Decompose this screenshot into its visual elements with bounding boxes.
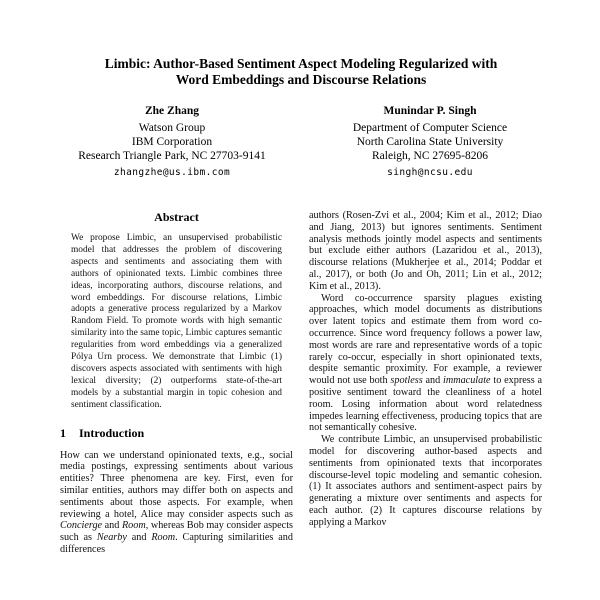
- section-title: Introduction: [79, 425, 145, 440]
- text-segment: . Capturing similarities and differences: [60, 532, 293, 555]
- two-column-body: [60, 210, 542, 556]
- author-section: [60, 104, 542, 180]
- body-paragraph: We contribute Limbic, an unsupervised probabilistic model for discovering author-based aspects and sentiments from opinionated texts that incorporates discourse-level topic modeling and semantic cohesion. (1) It associates authors and sentiment-aspect pairs by generating a mixture over sentiments and aspects for each author. (2) It captures discourse relations by applying a Markov: [309, 434, 542, 528]
- text-segment: to express a positive sentiment toward the cleanliness of a hotel room. Losing information about word relatedness impedes learning effectiveness, producing topics that are not semantically cohesive.: [309, 375, 542, 434]
- text-segment: and: [126, 532, 152, 544]
- author-affiliation-line: Watson Group: [138, 122, 206, 134]
- intro-paragraph: [60, 450, 293, 556]
- abstract-section: [60, 210, 293, 412]
- italic-term: Room: [151, 532, 176, 544]
- italic-term: immaculate: [443, 375, 491, 387]
- text-segment: and: [102, 520, 122, 532]
- paper-title-line1: Limbic: Author-Based Sentiment Aspect Modeling Regularized with: [104, 56, 498, 71]
- author-email: singh@ncsu.edu: [387, 167, 473, 178]
- paper-title: [60, 56, 542, 87]
- text-segment: , whereas Bob may consider aspects such as: [60, 520, 293, 544]
- author-name: Munindar P. Singh: [383, 105, 477, 117]
- author-block-zhang: [60, 104, 284, 180]
- italic-term: spotless: [390, 375, 423, 387]
- author-name: Zhe Zhang: [144, 105, 199, 117]
- section-number: 1: [60, 425, 66, 440]
- author-block-singh: [318, 104, 542, 180]
- italic-term: Room: [121, 520, 146, 532]
- body-paragraph: [309, 293, 542, 435]
- body-paragraph: authors (Rosen-Zvi et al., 2004; Kim et al., 2012; Diao and Jiang, 2013) but ignores sentiments. Sentiment analysis methods jointly model aspects and sentiments but exclude either authors (Lazaridou et al., 2013), discourse relations (Mukherjee et al., 2014; Poddar et al., 2017), or both (Jo and Oh, 2011; Lin et al., 2012; Kim et al., 2013).: [309, 210, 542, 292]
- text-segment: How can we understand opinionated texts, e.g., social media postings, expressing sentiments about various entities? Three phenomena are key. First, even for similar entities, authors may differ both on aspects and sentiments about those aspects. For example, when reviewing a hotel, Alice may consider aspects such as: [60, 449, 293, 520]
- section-heading-introduction: [60, 426, 293, 441]
- author-affiliation-line: Department of Computer Science: [352, 122, 508, 134]
- abstract-heading: Abstract: [154, 210, 199, 224]
- left-column: [60, 210, 293, 556]
- abstract-text: We propose Limbic, an unsupervised probabilistic model that addresses the problem of discovering aspects and sentiments and associating them with authors of opinionated texts. Limbic combines three ideas, incorporating authors, discourse relations, and word embeddings. For discourse relations, Limbic adopts a generative process regularized by a Markov Random Field. To promote words with high semantic similarity into the same topic, Limbic captures semantic regularities from word embeddings via a generalized Pólya Urn process. We demonstrate that Limbic (1) discovers aspects associated with sentiments with high lexical diversity; (2) outperforms state-of-the-art models by a substantial margin in topic cohesion and sentiment classification.: [71, 233, 282, 410]
- author-email: zhangzhe@us.ibm.com: [113, 167, 231, 178]
- author-affiliation-line: Raleigh, NC 27695-8206: [372, 150, 488, 162]
- right-column: [309, 210, 542, 529]
- italic-term: Nearby: [96, 532, 127, 544]
- paper-title-line2: Word Embeddings and Discourse Relations: [175, 71, 427, 87]
- author-affiliation-line: North Carolina State University: [356, 136, 504, 148]
- author-affiliation-line: Research Triangle Park, NC 27703-9141: [78, 150, 266, 162]
- text-segment: Word co-occurrence sparsity plagues existing approaches, which model documents as distributions over latent topics and estimate them from word co-occurrence. Since word frequency follows a power law, most words are rare and representative words of a topic rarely co-occur, especially in short opinionated texts, despite semantic proximity. For example, a reviewer would not use both: [309, 292, 542, 387]
- italic-term: Concierge: [60, 520, 103, 532]
- text-segment: and: [422, 375, 444, 387]
- author-affiliation-line: IBM Corporation: [131, 136, 213, 148]
